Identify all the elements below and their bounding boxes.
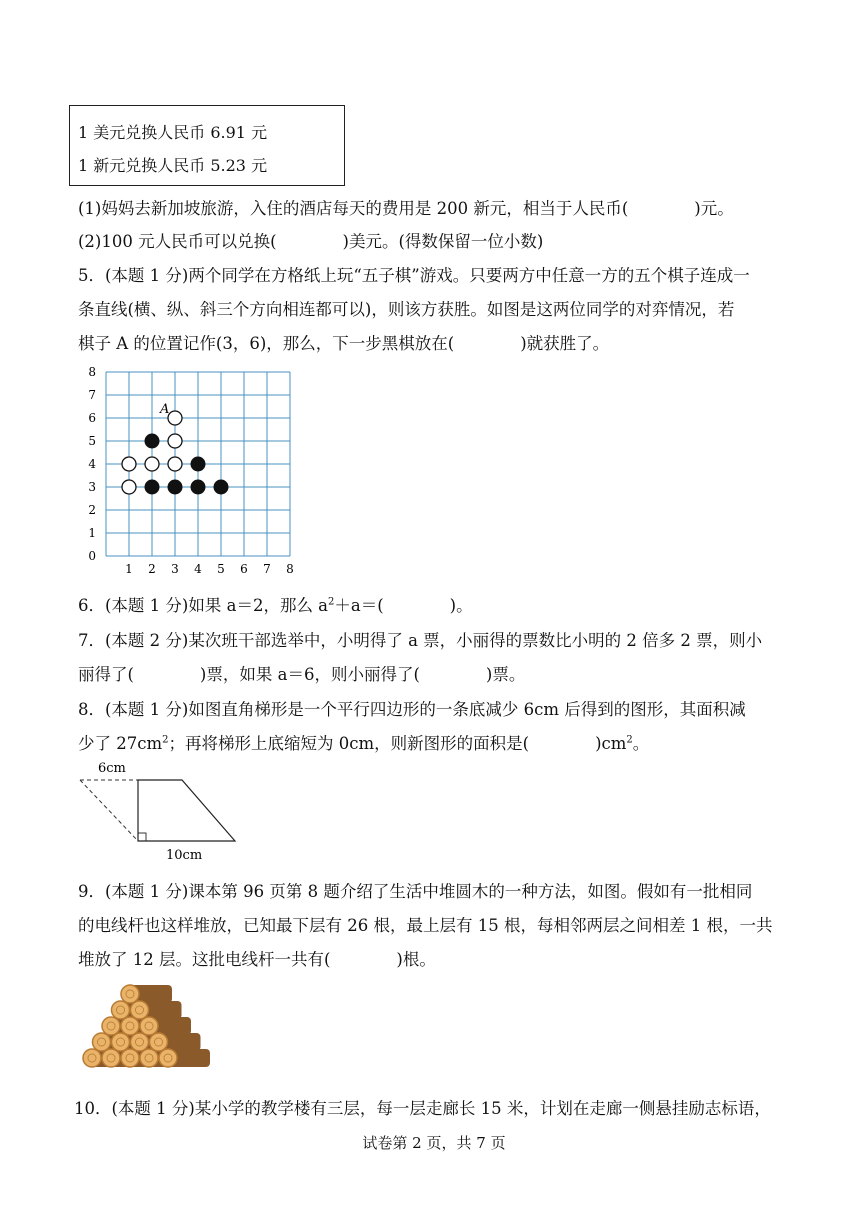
q9-line3: 堆放了 12 层。这批电线杆一共有( )根。 <box>78 950 436 969</box>
white-stone <box>168 457 182 471</box>
x-tick-label: 1 <box>125 562 133 576</box>
log-end <box>83 1049 101 1067</box>
log-end <box>131 1033 149 1051</box>
log-end <box>140 1049 158 1067</box>
y-tick-label: 0 <box>88 549 96 563</box>
q6-suffix: ＋a＝( )。 <box>334 596 473 615</box>
y-tick-label: 5 <box>88 434 96 448</box>
label-6cm: 6cm <box>98 761 126 776</box>
x-tick-label: 6 <box>240 562 248 576</box>
white-stone <box>168 411 182 425</box>
log-end <box>102 1049 120 1067</box>
y-tick-label: 1 <box>88 526 96 540</box>
white-stone <box>145 457 159 471</box>
log-end <box>112 1001 130 1019</box>
log-end <box>140 1017 158 1035</box>
black-stone <box>168 480 182 494</box>
x-tick-label: 8 <box>286 562 294 576</box>
y-tick-label: 6 <box>88 411 96 425</box>
q7-line1: 7．(本题 2 分)某次班干部选举中，小明得了 a 票，小丽得的票数比小明的 2 倍多 2 票，则小 <box>78 631 763 650</box>
rate-usd: 1 美元兑换人民币 6.91 元 <box>78 123 268 142</box>
log-end <box>102 1017 120 1035</box>
black-stone <box>145 434 159 448</box>
log-end <box>121 1049 139 1067</box>
q5-line2: 条直线(横、纵、斜三个方向相连都可以)，则该方获胜。如图是这两位同学的对弈情况，若 <box>78 300 735 319</box>
y-tick-label: 3 <box>88 480 96 494</box>
dashed-edge <box>80 780 138 841</box>
black-stone <box>145 480 159 494</box>
log-end <box>121 1017 139 1035</box>
black-stone <box>191 480 205 494</box>
q6-text <box>78 592 473 616</box>
q8-line2-a: 少了 27cm <box>78 734 163 753</box>
right-angle-mark <box>138 833 146 841</box>
log-end <box>150 1033 168 1051</box>
black-stone <box>214 480 228 494</box>
page-footer: 试卷第 2 页，共 7 页 <box>362 1134 506 1152</box>
q5-line3: 棋子 A 的位置记作(3，6)，那么，下一步黑棋放在( )就获胜了。 <box>78 334 610 353</box>
q8-sup-2: 2 <box>626 734 633 746</box>
q10-line1: 10．(本题 1 分)某小学的教学楼有三层，每一层走廊长 15 米，计划在走廊一侧悬挂励志标语， <box>74 1099 771 1118</box>
log-end <box>131 1001 149 1019</box>
trapezoid-figure <box>70 756 250 866</box>
q8-sup-1: 2 <box>162 734 169 746</box>
white-stone <box>122 480 136 494</box>
log-pile-image <box>78 975 233 1080</box>
q6-prefix: 6．(本题 1 分)如果 a＝2，那么 a <box>78 596 329 615</box>
q4-sub1: (1)妈妈去新加坡旅游，入住的酒店每天的费用是 200 新元，相当于人民币( )元。 <box>78 199 734 218</box>
q9-line1: 9．(本题 1 分)课本第 96 页第 8 题介绍了生活中堆圆木的一种方法，如图。假如有一批相同 <box>78 882 753 901</box>
log-end <box>121 985 139 1003</box>
x-tick-label: 3 <box>171 562 179 576</box>
log-end <box>112 1033 130 1051</box>
gomoku-grid-figure <box>82 360 304 580</box>
q8-line2-end: 。 <box>632 734 650 753</box>
q9-line2: 的电线杆也这样堆放，已知最下层有 26 根，最上层有 15 根，每相邻两层之间相差 1 根，一共 <box>78 916 773 935</box>
x-tick-label: 5 <box>217 562 225 576</box>
q8-line1: 8．(本题 1 分)如图直角梯形是一个平行四边形的一条底减少 6cm 后得到的图形，其面积减 <box>78 700 746 719</box>
q7-line2: 丽得了( )票，如果 a＝6，则小丽得了( )票。 <box>78 665 526 684</box>
y-tick-label: 8 <box>88 365 96 379</box>
label-10cm: 10cm <box>166 848 203 863</box>
q8-line2-b: ；再将梯形上底缩短为 0cm，则新图形的面积是( )cm <box>168 734 627 753</box>
log-end <box>93 1033 111 1051</box>
right-trapezoid <box>138 780 235 841</box>
black-stone <box>191 457 205 471</box>
y-tick-label: 4 <box>88 457 96 471</box>
white-stone <box>122 457 136 471</box>
exchange-rate-box <box>69 105 345 186</box>
x-tick-label: 4 <box>194 562 202 576</box>
rate-sgd: 1 新元兑换人民币 5.23 元 <box>78 156 268 175</box>
x-tick-label: 2 <box>148 562 156 576</box>
x-tick-label: 7 <box>263 562 271 576</box>
y-tick-label: 2 <box>88 503 96 517</box>
y-tick-label: 7 <box>88 388 96 402</box>
log-end <box>159 1049 177 1067</box>
q8-line2 <box>78 730 649 754</box>
q5-line1: 5．(本题 1 分)两个同学在方格纸上玩“五子棋”游戏。只要两方中任意一方的五个棋子连成一 <box>78 266 750 285</box>
q6-exponent: 2 <box>328 596 335 608</box>
q4-sub2: (2)100 元人民币可以兑换( )美元。(得数保留一位小数) <box>78 232 544 251</box>
white-stone <box>168 434 182 448</box>
stone-a-label: A <box>160 402 170 417</box>
